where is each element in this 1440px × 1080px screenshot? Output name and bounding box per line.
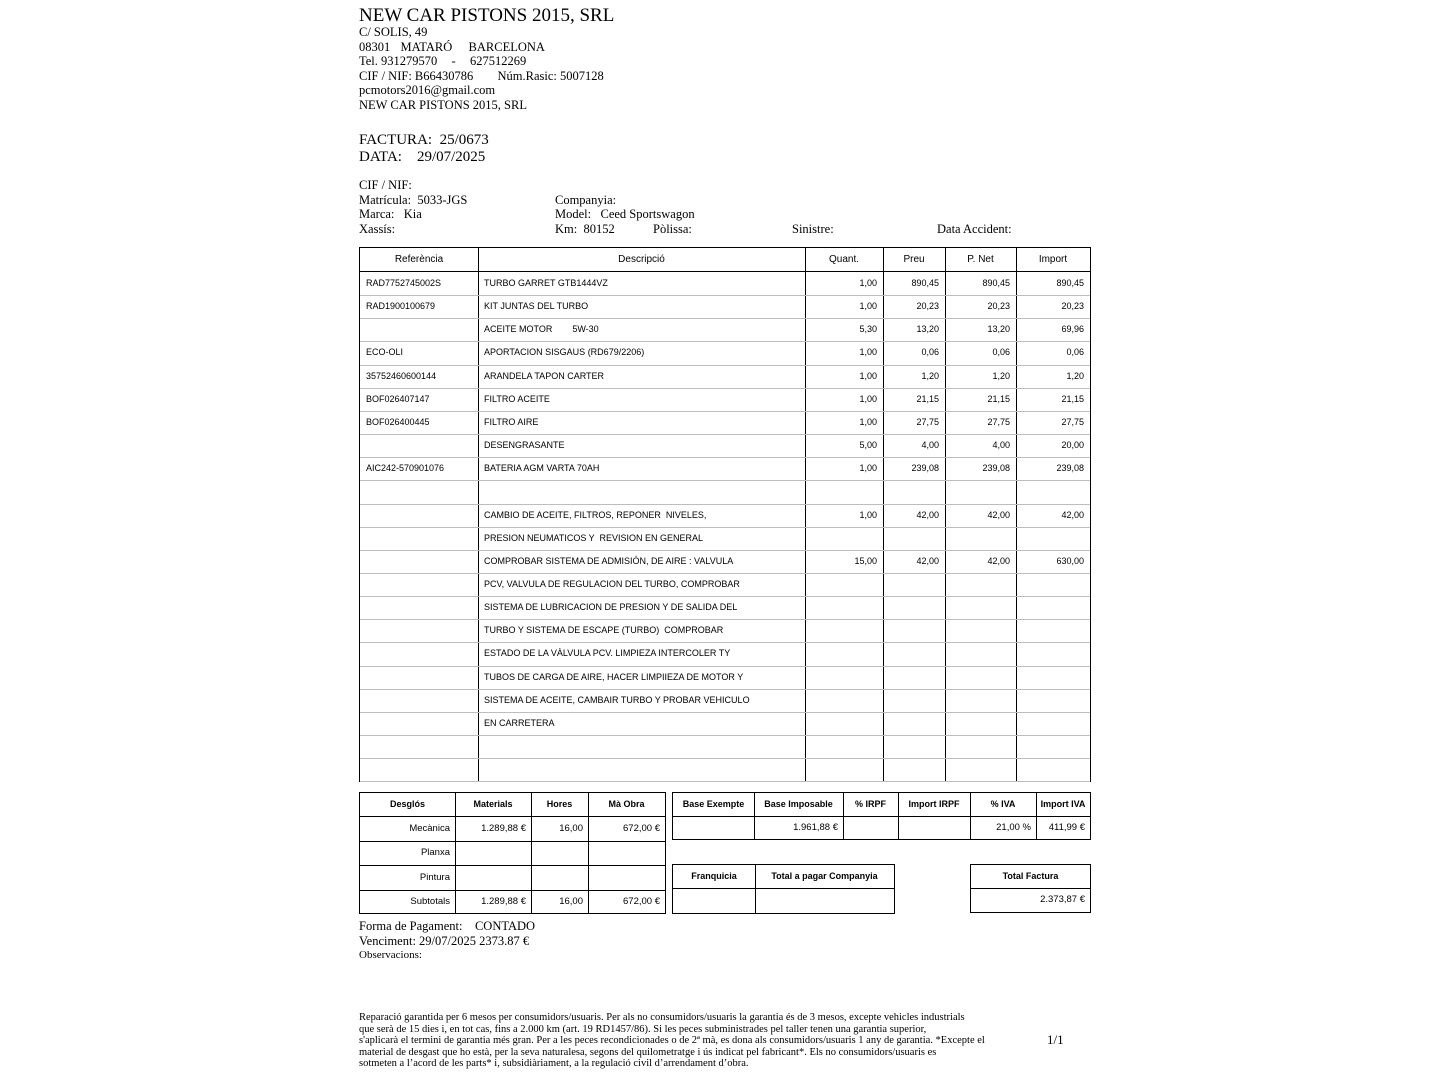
price-cell: 239,08 (911, 463, 939, 474)
price-cell: 20,23 (916, 301, 939, 312)
breakdown-row-label: Pintura (419, 872, 450, 883)
company-province: BARCELONA (468, 39, 545, 54)
reference-cell (366, 550, 476, 573)
reference-cell (366, 573, 476, 596)
quantity-cell (805, 573, 877, 596)
reference-cell: BOF026407147 (366, 393, 430, 404)
invoice-header (359, 132, 489, 166)
description-cell: BATERIA AGM VARTA 70AH (484, 463, 600, 474)
reference-cell (366, 642, 476, 665)
total-table (970, 864, 1091, 913)
price-cell (883, 573, 939, 596)
tax-value-cell (673, 816, 749, 839)
table-row (360, 388, 1090, 411)
table-row (360, 527, 1090, 550)
brand-value: Kia (403, 207, 422, 221)
insurer-label: Companyia: (555, 192, 617, 207)
km-field (555, 222, 615, 237)
accident-date-label: Data Accident: (937, 221, 1012, 236)
description-cell (484, 758, 803, 781)
price-cell: 27,75 (916, 416, 939, 427)
reference-cell: AIC242-570901076 (366, 463, 445, 474)
reference-cell (366, 758, 476, 781)
header-quantity: Quant. (828, 254, 860, 265)
model-label: Model: (555, 207, 592, 221)
reference-cell (366, 434, 476, 457)
description-cell: TURBO GARRET GTB1444VZ (484, 278, 608, 288)
header-amount: Import (1038, 254, 1068, 265)
amount-cell: 27,75 (1061, 416, 1084, 427)
net-price-cell: 890,45 (982, 278, 1010, 288)
description-cell: TURBO Y SISTEMA DE ESCAPE (TURBO) COMPROBAR (484, 625, 724, 636)
table-row (360, 642, 1090, 665)
table-row (360, 712, 1090, 735)
header-franchise: Franquicia (691, 871, 737, 881)
description-cell: CAMBIO DE ACEITE, FILTROS, REPONER NIVELES, (484, 509, 707, 520)
price-cell (883, 480, 939, 503)
reference-cell (366, 504, 476, 527)
net-price-cell: 1,20 (992, 370, 1010, 381)
table-row (360, 365, 1090, 388)
header-net-price: P. Net (967, 254, 994, 265)
breakdown-cell (455, 841, 526, 865)
breakdown-cell: 16,00 (559, 896, 583, 907)
notes-label: Observacions: (359, 949, 422, 961)
chassis-label: Xassís: (359, 221, 396, 236)
amount-cell (1016, 689, 1084, 712)
price-cell (883, 619, 939, 642)
amount-cell (1016, 573, 1084, 596)
quantity-cell: 1,00 (859, 463, 877, 474)
claim-label: Sinistre: (792, 221, 834, 236)
invoice-date: 29/07/2025 (416, 149, 486, 165)
brand-field (359, 207, 422, 222)
description-cell: SISTEMA DE LUBRICACION DE PRESION Y DE SALIDA DEL (484, 602, 738, 613)
net-price-cell (945, 527, 1010, 550)
model-field (555, 207, 695, 222)
amount-cell (1016, 712, 1084, 735)
table-row (360, 318, 1090, 341)
reference-cell (366, 712, 476, 735)
amount-cell (1016, 666, 1084, 689)
tax-value-cell: 411,99 € (1048, 822, 1085, 833)
description-cell (484, 480, 803, 503)
price-cell (883, 758, 939, 781)
invoice-date-line (359, 149, 489, 166)
header-irpf-amount: Import IRPF (908, 799, 960, 809)
header-hours: Hores (546, 799, 573, 809)
net-price-cell (945, 712, 1010, 735)
table-row (360, 550, 1090, 573)
quantity-cell: 1,00 (859, 416, 877, 427)
price-cell (883, 642, 939, 665)
company-rasic: Núm.Rasic: 5007128 (497, 68, 604, 83)
price-cell: 1,20 (921, 370, 939, 381)
header-vat-rate: % IVA (990, 799, 1016, 809)
reference-cell (366, 735, 476, 758)
price-cell (883, 596, 939, 619)
tax-value-cell: 1.961,88 € (793, 822, 838, 833)
company-phone-line (359, 54, 604, 69)
quantity-cell (805, 689, 877, 712)
client-cif-label: CIF / NIF: (359, 178, 412, 192)
company-name: NEW CAR PISTONS 2015, SRL (359, 5, 615, 26)
table-row (360, 596, 1090, 619)
company-phone2: 627512269 (469, 54, 527, 69)
warranty-text (359, 1012, 1029, 1070)
description-cell: COMPROBAR SISTEMA DE ADMISIÓN, DE AIRE : VALVULA (484, 555, 734, 566)
header-reference: Referència (394, 254, 444, 265)
amount-cell (1016, 619, 1084, 642)
breakdown-cell (531, 841, 583, 865)
description-cell: DESENGRASANTE (484, 440, 565, 451)
breakdown-row-label: Subtotals (410, 896, 450, 907)
description-cell: PCV, VALVULA DE REGULACION DEL TURBO, COMPROBAR (484, 578, 740, 589)
total-invoice-value: 2.373,87 € (1040, 894, 1085, 905)
net-price-cell (945, 642, 1010, 665)
net-price-cell: 13,20 (987, 324, 1010, 335)
company-info (359, 25, 604, 113)
table-row (360, 689, 1090, 712)
amount-cell (1016, 735, 1084, 758)
company-postal: 08301 (359, 39, 391, 54)
price-cell: 890,45 (911, 278, 939, 288)
net-price-cell: 239,08 (982, 463, 1010, 474)
header-price: Preu (903, 254, 925, 265)
description-cell: ACEITE MOTOR 5W-30 (484, 324, 599, 335)
net-price-cell (945, 758, 1010, 781)
km-label: Km: (555, 221, 578, 236)
reference-cell: ECO-OLI (366, 347, 404, 358)
breakdown-cell: 672,00 € (623, 896, 660, 907)
invoice-date-label: DATA: (359, 149, 402, 165)
description-cell: FILTRO AIRE (484, 416, 539, 427)
reference-cell: RAD7752745002S (366, 278, 442, 288)
company-city: MATARÓ (400, 39, 453, 54)
quantity-cell: 1,00 (859, 370, 877, 381)
warranty-line: material de desgast que ho està, per la seva naturalesa, segons del quilometratge i ús indicat pel fabricant*. Els no consumidors/usuaris es (359, 1046, 937, 1058)
reference-cell: RAD1900100679 (366, 301, 436, 312)
breakdown-table (359, 792, 666, 914)
payment-method: CONTADO (474, 919, 536, 933)
invoice-number-label: FACTURA: (359, 132, 433, 148)
price-cell (883, 689, 939, 712)
company-street: C/ SOLIS, 49 (359, 25, 428, 39)
amount-cell: 1,20 (1066, 370, 1084, 381)
page-number: 1/1 (1047, 1032, 1064, 1047)
header-vat-amount: Import IVA (1040, 799, 1086, 809)
table-row (360, 666, 1090, 689)
header-breakdown: Desglós (389, 799, 425, 809)
quantity-cell (805, 735, 877, 758)
header-description: Descripció (618, 254, 665, 265)
company-name-repeat: NEW CAR PISTONS 2015, SRL (359, 97, 527, 112)
table-row (360, 573, 1090, 596)
price-cell: 4,00 (921, 440, 939, 451)
breakdown-cell (588, 841, 660, 865)
row-divider (360, 781, 1090, 782)
line-items-table (359, 247, 1091, 782)
quantity-cell: 1,00 (859, 347, 877, 358)
quantity-cell: 1,00 (859, 278, 877, 288)
price-cell: 42,00 (916, 509, 939, 520)
reference-cell (366, 480, 476, 503)
model-value: Ceed Sportswagon (600, 207, 695, 221)
quantity-cell (805, 758, 877, 781)
tax-value-cell (898, 816, 965, 839)
description-cell: TUBOS DE CARGA DE AIRE, HACER LIMPIIEZA DE MOTOR Y (484, 671, 744, 682)
due-line: Venciment: 29/07/2025 2373.87 € (359, 933, 530, 948)
quantity-cell (805, 596, 877, 619)
quantity-cell (805, 666, 877, 689)
breakdown-cell (455, 865, 526, 890)
amount-cell (1016, 527, 1084, 550)
description-cell: SISTEMA DE ACEITE, CAMBAIR TURBO Y PROBAR VEHICULO (484, 694, 750, 705)
reference-cell: BOF026400445 (366, 416, 430, 427)
price-cell: 0,06 (921, 347, 939, 358)
header-base-exempt: Base Exempte (682, 799, 745, 809)
quantity-cell: 1,00 (859, 509, 877, 520)
net-price-cell: 42,00 (987, 509, 1010, 520)
table-row (360, 735, 1090, 758)
net-price-cell (945, 596, 1010, 619)
plate-label: Matrícula: (359, 192, 412, 207)
plate-field (359, 193, 467, 208)
breakdown-row-label: Planxa (420, 847, 450, 858)
tax-value-cell (843, 816, 893, 839)
payment-info (359, 919, 535, 963)
payment-method-label: Forma de Pagament: (359, 919, 463, 933)
franchise-table (672, 864, 895, 914)
amount-cell: 20,00 (1061, 440, 1084, 451)
warranty-line: s'aplicarà el termini de garantia més gran. Per a les peces recondicionades o de 2ª mà, es dona als consumidors/usuaris 1 any de garantia. *Excepte el (359, 1035, 985, 1047)
quantity-cell (805, 642, 877, 665)
header-labour: Mà Obra (608, 799, 645, 809)
description-cell: KIT JUNTAS DEL TURBO (484, 301, 589, 312)
amount-cell: 0,06 (1066, 347, 1084, 358)
company-city-line (359, 40, 604, 55)
table-row (360, 619, 1090, 642)
quantity-cell (805, 527, 877, 550)
reference-cell (366, 318, 476, 341)
quantity-cell: 5,00 (859, 440, 877, 451)
header-total-invoice: Total Factura (1002, 871, 1059, 881)
header-materials: Materials (473, 799, 513, 809)
quantity-cell: 1,00 (859, 301, 877, 312)
company-phone: Tel. 931279570 (359, 54, 438, 69)
reference-cell (366, 596, 476, 619)
quantity-cell: 15,00 (854, 555, 877, 566)
reference-cell (366, 527, 476, 550)
price-cell: 13,20 (916, 324, 939, 335)
quantity-cell (805, 712, 877, 735)
franchise-value-cell (755, 888, 889, 913)
table-row (360, 411, 1090, 434)
breakdown-cell (588, 865, 660, 890)
net-price-cell: 27,75 (987, 416, 1010, 427)
franchise-value-cell (673, 888, 750, 913)
amount-cell: 20,23 (1061, 301, 1084, 312)
breakdown-cell: 1.289,88 € (481, 823, 526, 834)
price-cell (883, 712, 939, 735)
net-price-cell (945, 666, 1010, 689)
net-price-cell: 20,23 (987, 301, 1010, 312)
reference-cell (366, 689, 476, 712)
amount-cell: 630,00 (1056, 555, 1084, 566)
description-cell: PRESION NEUMATICOS Y REVISION EN GENERAL (484, 532, 704, 543)
net-price-cell (945, 689, 1010, 712)
table-row (360, 434, 1090, 457)
price-cell (883, 735, 939, 758)
description-cell: ESTADO DE LA VÀLVULA PCV. LIMPIEZA INTERCOLER TY (484, 648, 731, 659)
amount-cell (1016, 642, 1084, 665)
breakdown-row-label: Mecànica (409, 823, 450, 834)
reference-cell (366, 619, 476, 642)
quantity-cell (805, 619, 877, 642)
net-price-cell: 4,00 (992, 440, 1010, 451)
breakdown-cell: 1.289,88 € (481, 896, 526, 907)
table-row (360, 457, 1090, 480)
table-row (360, 341, 1090, 364)
plate-value: 5033-JGS (417, 192, 468, 207)
company-cif: CIF / NIF: B66430786 (359, 68, 474, 83)
amount-cell: 239,08 (1056, 463, 1084, 474)
net-price-cell: 21,15 (987, 393, 1010, 404)
tax-value-cell: 21,00 % (996, 822, 1031, 833)
net-price-cell (945, 573, 1010, 596)
price-cell: 21,15 (916, 393, 939, 404)
table-row (360, 758, 1090, 781)
invoice-number: 25/0673 (439, 132, 489, 148)
price-cell (883, 527, 939, 550)
company-cif-line (359, 69, 604, 84)
table-row (360, 295, 1090, 318)
description-cell: EN CARRETERA (484, 717, 555, 728)
amount-cell (1016, 758, 1084, 781)
net-price-cell: 42,00 (987, 555, 1010, 566)
quantity-cell: 1,00 (859, 393, 877, 404)
price-cell: 42,00 (916, 555, 939, 566)
amount-cell: 890,45 (1056, 278, 1084, 288)
breakdown-cell: 672,00 € (623, 823, 660, 834)
quantity-cell: 5,30 (859, 324, 877, 335)
amount-cell (1016, 480, 1084, 503)
reference-cell: 35752460600144 (366, 370, 437, 381)
phone-separator: - (451, 54, 456, 69)
table-row (360, 504, 1090, 527)
invoice-number-line (359, 132, 489, 149)
warranty-line: Reparació garantida per 6 mesos per consumidors/usuaris. Per als no consumidors/usuaris la garantia és de 3 mesos, excepte vehicles industrials (359, 1012, 965, 1023)
price-cell (883, 666, 939, 689)
net-price-cell (945, 480, 1010, 503)
brand-label: Marca: (359, 207, 395, 221)
tax-table (672, 792, 1091, 840)
header-insurer-total: Total a pagar Companyia (771, 871, 878, 881)
table-row (360, 480, 1090, 503)
table-row (360, 272, 1090, 295)
amount-cell (1016, 596, 1084, 619)
warranty-line: que serà de 15 dies i, en tot cas, fins a 2.000 km (art. 19 RD1457/86). Si les peces subministrades pel taller tenen una garantia superior, (359, 1023, 927, 1035)
net-price-cell (945, 619, 1010, 642)
amount-cell: 42,00 (1061, 509, 1084, 520)
net-price-cell (945, 735, 1010, 758)
vehicle-info (359, 178, 1091, 238)
description-cell (484, 735, 803, 758)
net-price-cell: 0,06 (992, 347, 1010, 358)
breakdown-cell: 16,00 (559, 823, 583, 834)
policy-label: Pòlissa: (653, 221, 692, 236)
header-irpf-rate: % IRPF (854, 799, 886, 809)
amount-cell: 21,15 (1061, 393, 1084, 404)
quantity-cell (805, 480, 877, 503)
description-cell: APORTACION SISGAUS (RD679/2206) (484, 347, 645, 358)
payment-method-line (359, 919, 535, 934)
reference-cell (366, 666, 476, 689)
warranty-line: sotmeten a l’acord de les parts* i, subsidiàriament, a la regulació civil d’arrendament d’obra. (359, 1058, 749, 1070)
description-cell: FILTRO ACEITE (484, 393, 550, 404)
amount-cell: 69,96 (1061, 324, 1084, 335)
description-cell: ARANDELA TAPON CARTER (484, 370, 605, 381)
km-value: 80152 (583, 221, 615, 236)
company-email: pcmotors2016@gmail.com (359, 83, 496, 98)
breakdown-cell (531, 865, 583, 890)
header-taxable-base: Base Imposable (764, 799, 833, 809)
